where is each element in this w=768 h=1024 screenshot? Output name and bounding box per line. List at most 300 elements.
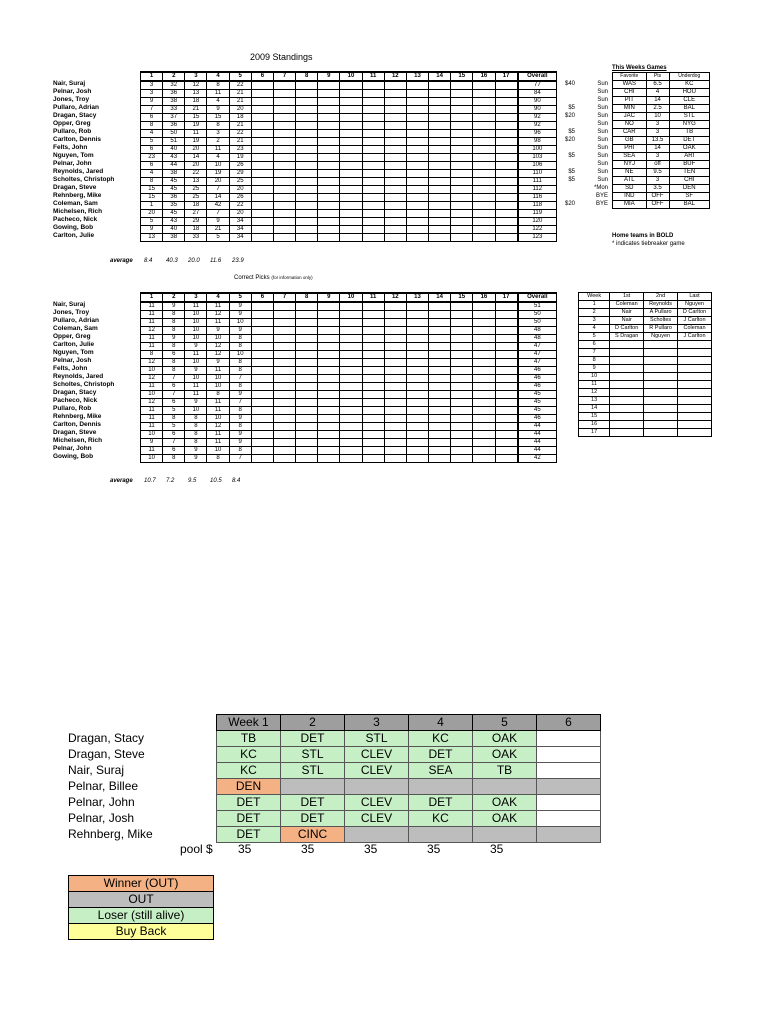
games-favorite: NO	[613, 121, 647, 129]
correct-cell	[273, 319, 295, 327]
correct-cell	[473, 367, 495, 375]
standings-cell	[406, 162, 428, 170]
correct-row	[141, 327, 557, 335]
correct-cell	[384, 343, 406, 351]
correct-cell: 9	[229, 327, 251, 335]
winners-cell: 17	[579, 429, 610, 437]
correct-cell: 8	[163, 311, 185, 319]
correct-cell	[495, 359, 518, 367]
correct-cell	[473, 335, 495, 343]
correct-row	[141, 415, 557, 423]
games-note-home: Home teams in BOLD	[612, 233, 674, 239]
pool-legend	[68, 876, 214, 940]
winners-cell: Nair	[610, 317, 644, 325]
correct-cell: 7	[229, 455, 251, 463]
games-row	[613, 153, 710, 161]
correct-row	[141, 423, 557, 431]
correct-cell	[406, 455, 428, 463]
standings-overall: 92	[518, 114, 557, 122]
games-days	[586, 80, 608, 208]
standings-cell	[451, 138, 473, 146]
standings-cell: 8	[207, 122, 229, 130]
games-underdog: CLE	[669, 97, 710, 105]
standings-cell: 8	[207, 81, 229, 90]
correct-overall: 45	[518, 391, 557, 399]
standings-cell: 8	[141, 122, 163, 130]
games-underdog: DEN	[669, 185, 710, 193]
standings-row	[141, 138, 557, 146]
correct-cell	[406, 327, 428, 335]
correct-cell	[384, 359, 406, 367]
correct-cell: 9	[207, 359, 229, 367]
correct-cell: 10	[229, 351, 251, 359]
standings-cell	[362, 162, 384, 170]
winners-cell	[678, 341, 712, 349]
standings-cell	[318, 194, 340, 202]
correct-cell	[406, 447, 428, 455]
pool-money-value: 35	[238, 842, 252, 856]
games-underdog: TB	[669, 129, 710, 137]
correct-cell: 11	[185, 302, 207, 311]
standings-overall: 77	[518, 81, 557, 90]
standings-cell	[318, 81, 340, 90]
correct-cell	[451, 335, 473, 343]
correct-cell: 8	[141, 351, 163, 359]
winners-header-cell: Week	[579, 293, 610, 301]
winners-cell: 15	[579, 413, 610, 421]
correct-cell: 11	[185, 383, 207, 391]
standings-cell	[340, 226, 362, 234]
correct-cell	[406, 351, 428, 359]
pool-player-name: Pelnar, Josh	[68, 811, 135, 825]
standings-cell	[318, 138, 340, 146]
correct-cell: 8	[229, 447, 251, 455]
correct-name: Felts, John	[53, 365, 88, 372]
standings-cell	[273, 210, 295, 218]
correct-name: Gowing, Bob	[53, 453, 94, 460]
correct-cell: 11	[207, 319, 229, 327]
games-favorite: IND	[613, 193, 647, 201]
standings-cell	[451, 114, 473, 122]
standings-cell	[362, 98, 384, 106]
correct-cell	[429, 375, 451, 383]
standings-cell: 19	[207, 170, 229, 178]
correct-cell	[495, 327, 518, 335]
correct-cell	[495, 423, 518, 431]
correct-cell: 8	[185, 415, 207, 423]
correct-cell: 10	[185, 407, 207, 415]
correct-cell	[495, 343, 518, 351]
correct-cell: 9	[163, 335, 185, 343]
games-points: 10	[646, 113, 669, 121]
standings-cell	[384, 146, 406, 154]
standings-cell	[495, 114, 518, 122]
standings-cell	[251, 178, 273, 186]
standings-cell: 4	[141, 170, 163, 178]
winners-header-cell: 2nd	[644, 293, 678, 301]
standings-cell	[296, 210, 318, 218]
correct-cell	[251, 359, 273, 367]
standings-name: Pacheco, Nick	[53, 216, 98, 223]
correct-cell	[406, 343, 428, 351]
standings-cell	[429, 234, 451, 242]
correct-cell	[362, 351, 384, 359]
correct-overall: 46	[518, 375, 557, 383]
correct-cell: 12	[207, 343, 229, 351]
games-favorite: CHI	[613, 89, 647, 97]
standings-cell: 32	[163, 81, 185, 90]
winners-cell	[644, 413, 678, 421]
winners-row	[579, 325, 712, 333]
standings-cell: 10	[207, 162, 229, 170]
correct-name: Scholtes, Christoph	[53, 381, 115, 388]
standings-cell	[273, 226, 295, 234]
winners-cell	[610, 421, 644, 429]
standings-cell: 43	[163, 218, 185, 226]
standings-cell	[251, 170, 273, 178]
pool-pick	[537, 779, 601, 795]
standings-cell	[362, 138, 384, 146]
standings-cell	[384, 186, 406, 194]
standings-cell: 33	[185, 234, 207, 242]
standings-name: Pullaro, Adrian	[53, 104, 99, 111]
standings-cell	[429, 138, 451, 146]
correct-overall: 44	[518, 431, 557, 439]
standings-cell	[495, 154, 518, 162]
correct-row	[141, 399, 557, 407]
correct-cell: 11	[185, 351, 207, 359]
pool-player-name: Dragan, Stacy	[68, 731, 145, 745]
correct-cell	[451, 359, 473, 367]
standings-cell	[273, 218, 295, 226]
standings-average-label: average	[110, 258, 133, 264]
standings-cell: 34	[229, 218, 251, 226]
correct-cell	[273, 399, 295, 407]
games-day: BYE	[595, 201, 608, 207]
standings-cell: 9	[207, 218, 229, 226]
standings-cell	[362, 218, 384, 226]
correct-cell	[296, 343, 318, 351]
correct-cell: 9	[229, 439, 251, 447]
standings-cell	[251, 218, 273, 226]
games-row	[613, 105, 710, 113]
correct-row	[141, 351, 557, 359]
standings-cell	[406, 106, 428, 114]
standings-cell: 13	[185, 178, 207, 186]
pool-pick: OAK	[473, 795, 537, 811]
standings-cell	[473, 210, 495, 218]
correct-average-value: 9.5	[188, 478, 197, 484]
standings-cell: 13	[141, 234, 163, 242]
pool-pick	[345, 779, 409, 795]
standings-cell	[340, 98, 362, 106]
correct-cell	[495, 407, 518, 415]
standings-cell: 33	[163, 106, 185, 114]
standings-cell: 36	[163, 194, 185, 202]
correct-overall: 47	[518, 359, 557, 367]
standings-cell	[473, 170, 495, 178]
games-favorite: NYJ	[613, 161, 647, 169]
standings-cell: 6	[141, 114, 163, 122]
winners-cell	[644, 341, 678, 349]
games-points: 6.5	[646, 81, 669, 89]
games-header-cell: Favorite	[613, 73, 647, 81]
standings-cell	[429, 114, 451, 122]
correct-cell	[473, 447, 495, 455]
winners-row	[579, 389, 712, 397]
correct-cell	[340, 455, 362, 463]
correct-cell: 8	[163, 343, 185, 351]
standings-cell	[473, 186, 495, 194]
standings-header-cell: 1	[141, 72, 163, 81]
correct-cell	[340, 399, 362, 407]
standings-cell	[273, 162, 295, 170]
standings-overall: 106	[518, 162, 557, 170]
correct-cell	[251, 327, 273, 335]
correct-cell: 7	[229, 375, 251, 383]
standings-cell	[362, 170, 384, 178]
standings-cell: 6	[141, 146, 163, 154]
games-header-cell: Underdog	[669, 73, 710, 81]
correct-cell	[429, 319, 451, 327]
winners-row	[579, 381, 712, 389]
standings-cell: 34	[229, 226, 251, 234]
standings-overall: 110	[518, 170, 557, 178]
games-row	[613, 113, 710, 121]
correct-cell	[318, 407, 340, 415]
pool-row	[217, 731, 601, 747]
games-day: Sun	[597, 145, 608, 151]
pool-pick	[537, 811, 601, 827]
standings-overall: 118	[518, 202, 557, 210]
correct-title-text: Correct Picks	[234, 275, 270, 281]
standings-cell	[340, 202, 362, 210]
standings-overall: 92	[518, 122, 557, 130]
standings-cell	[296, 146, 318, 154]
correct-cell: 6	[163, 351, 185, 359]
standings-cell	[296, 114, 318, 122]
correct-name: Pelnar, John	[53, 445, 92, 452]
games-underdog: KC	[669, 81, 710, 89]
correct-cell	[273, 351, 295, 359]
games-points: 3	[646, 129, 669, 137]
standings-average-value: 8.4	[144, 258, 153, 264]
correct-cell	[451, 415, 473, 423]
correct-header-cell: 8	[296, 293, 318, 302]
correct-cell: 8	[229, 359, 251, 367]
standings-name: Pelnar, Josh	[53, 88, 92, 95]
standings-header-cell: 7	[273, 72, 295, 81]
standings-cell	[251, 114, 273, 122]
standings-cell	[318, 186, 340, 194]
correct-overall: 46	[518, 415, 557, 423]
standings-header-cell: 6	[251, 72, 273, 81]
correct-cell	[318, 439, 340, 447]
standings-cell: 22	[185, 170, 207, 178]
correct-cell	[273, 431, 295, 439]
correct-header-cell: 15	[451, 293, 473, 302]
correct-overall: 46	[518, 383, 557, 391]
standings-cell	[251, 154, 273, 162]
standings-cell: 21	[185, 106, 207, 114]
correct-cell	[273, 407, 295, 415]
correct-cell: 12	[141, 359, 163, 367]
standings-cell	[318, 98, 340, 106]
standings-cell	[406, 130, 428, 138]
correct-cell	[451, 407, 473, 415]
correct-cell	[362, 335, 384, 343]
games-points: 3.5	[646, 185, 669, 193]
standings-name: Jones, Troy	[53, 96, 90, 103]
correct-cell	[473, 391, 495, 399]
correct-cell	[406, 399, 428, 407]
standings-cell: 3	[141, 90, 163, 98]
correct-cell	[318, 391, 340, 399]
standings-cell	[251, 162, 273, 170]
standings-cell: 7	[141, 106, 163, 114]
standings-overall: 90	[518, 98, 557, 106]
correct-cell	[406, 431, 428, 439]
standings-cell: 11	[185, 130, 207, 138]
correct-cell	[296, 351, 318, 359]
games-day: BYE	[595, 193, 608, 199]
standings-cell	[273, 154, 295, 162]
correct-name: Pullaro, Rob	[53, 405, 92, 412]
standings-cell	[384, 210, 406, 218]
standings-cell: 3	[141, 81, 163, 90]
standings-cell	[473, 202, 495, 210]
standings-cell	[384, 106, 406, 114]
pool-row	[217, 795, 601, 811]
correct-cell: 10	[141, 367, 163, 375]
pool-pick	[409, 827, 473, 843]
correct-cell	[473, 375, 495, 383]
standings-cell	[429, 178, 451, 186]
standings-header-cell: 14	[429, 72, 451, 81]
winners-row	[579, 333, 712, 341]
standings-cell: 34	[229, 234, 251, 242]
correct-cell	[495, 375, 518, 383]
standings-cell: 8	[141, 178, 163, 186]
correct-cell	[296, 415, 318, 423]
correct-header-cell: 3	[185, 293, 207, 302]
standings-cell	[273, 106, 295, 114]
standings-cell	[296, 226, 318, 234]
correct-name: Michelsen, Rich	[53, 437, 103, 444]
correct-cell: 11	[207, 399, 229, 407]
correct-name: Opper, Greg	[53, 333, 91, 340]
correct-row	[141, 447, 557, 455]
correct-cell	[429, 383, 451, 391]
standings-cell	[340, 114, 362, 122]
correct-overall: 46	[518, 367, 557, 375]
pool-pick: OAK	[473, 747, 537, 763]
correct-cell	[318, 351, 340, 359]
winners-cell: S Dragan	[610, 333, 644, 341]
standings-cell: 5	[207, 234, 229, 242]
games-underdog: BAL	[669, 105, 710, 113]
standings-header-cell: 15	[451, 72, 473, 81]
winners-cell: 12	[579, 389, 610, 397]
standings-cell	[251, 122, 273, 130]
pool-pick: DET	[217, 827, 281, 843]
standings-name: Carlton, Julie	[53, 232, 95, 239]
games-points: 4	[646, 89, 669, 97]
correct-cell: 11	[141, 311, 163, 319]
standings-cell: 13	[185, 90, 207, 98]
standings-cell: 29	[185, 218, 207, 226]
winners-cell	[610, 341, 644, 349]
correct-cell	[473, 302, 495, 311]
standings-cell: 36	[163, 90, 185, 98]
correct-cell: 7	[229, 399, 251, 407]
correct-cell	[495, 447, 518, 455]
correct-cell	[340, 407, 362, 415]
pool-row	[217, 811, 601, 827]
winners-cell: R Pullaro	[644, 325, 678, 333]
correct-cell	[251, 375, 273, 383]
correct-cell	[296, 455, 318, 463]
standings-name: Reynolds, Jared	[53, 168, 104, 175]
games-points: 14	[646, 145, 669, 153]
correct-cell: 10	[185, 335, 207, 343]
correct-name: Nair, Suraj	[53, 301, 86, 308]
games-table	[612, 72, 710, 209]
standings-cell: 25	[185, 186, 207, 194]
correct-cell	[451, 423, 473, 431]
pool-pick: DET	[217, 795, 281, 811]
standings-cell	[362, 146, 384, 154]
games-favorite: MIN	[613, 105, 647, 113]
standings-cell: 20	[185, 146, 207, 154]
correct-row	[141, 311, 557, 319]
standings-row	[141, 146, 557, 154]
standings-cell	[473, 146, 495, 154]
standings-cell	[473, 106, 495, 114]
correct-cell	[451, 455, 473, 463]
correct-cell	[406, 415, 428, 423]
correct-average-value: 10.5	[210, 478, 222, 484]
pool-player-name: Nair, Suraj	[68, 763, 125, 777]
games-underdog: STL	[669, 113, 710, 121]
correct-cell	[273, 335, 295, 343]
standings-cell: 11	[207, 146, 229, 154]
standings-money	[557, 184, 575, 192]
winners-row	[579, 309, 712, 317]
standings-cell	[362, 202, 384, 210]
correct-cell	[429, 311, 451, 319]
correct-cell: 5	[163, 407, 185, 415]
standings-cell: 5	[141, 218, 163, 226]
correct-cell: 8	[207, 455, 229, 463]
correct-cell	[362, 391, 384, 399]
standings-cell	[429, 210, 451, 218]
standings-cell	[384, 202, 406, 210]
standings-cell	[406, 202, 428, 210]
games-favorite: NE	[613, 169, 647, 177]
correct-header-cell: 12	[384, 293, 406, 302]
correct-cell	[318, 319, 340, 327]
correct-row	[141, 343, 557, 351]
correct-cell	[251, 367, 273, 375]
games-favorite: PIT	[613, 97, 647, 105]
correct-cell	[406, 302, 428, 311]
standings-row	[141, 170, 557, 178]
standings-cell	[296, 170, 318, 178]
standings-cell: 18	[185, 202, 207, 210]
correct-cell: 12	[141, 327, 163, 335]
standings-cell	[296, 138, 318, 146]
